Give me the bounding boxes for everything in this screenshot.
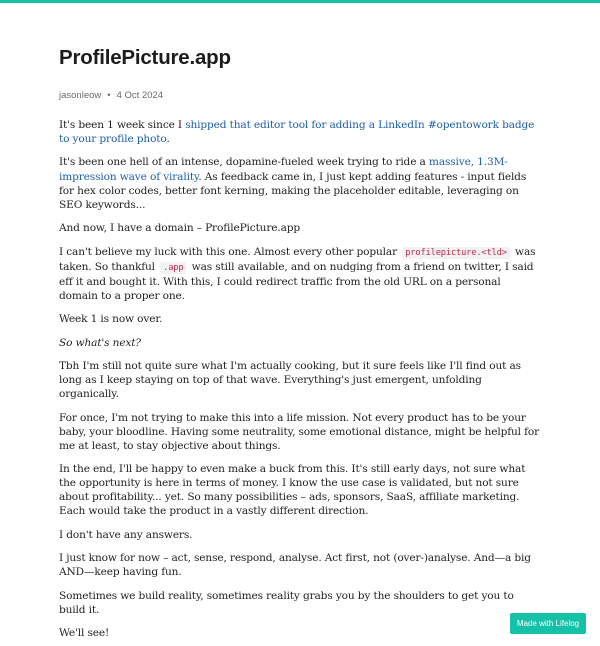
meta-separator: •	[107, 90, 111, 101]
post-meta	[59, 89, 539, 103]
paragraph-9: In the end, I'll be happy to even make a buck from this. It's still early days, not sure what the opportunity is here in terms of money. I know the use case is validated, but not sure about profitability... yet. So many possibilities – ads, sponsors, SaaS, affiliate marketing. Each would take the product in a vastly different direction.	[59, 463, 526, 518]
paragraph-13: We'll see!	[59, 627, 110, 640]
inline-code-app: .app	[160, 262, 186, 274]
paragraph-3: And now, I have a domain – ProfilePicture.app	[59, 222, 301, 235]
paragraph-6	[59, 336, 539, 350]
paragraph-10: I don't have any answers.	[59, 528, 193, 541]
inline-code-tld: profilepicture.<tld>	[402, 247, 510, 259]
paragraph-8: For once, I'm not trying to make this into a life mission. Not every product has to be your baby, your bloodline. Having some neutrality, some emotional distance, might be helpful for me at least, to stay objective about things.	[59, 411, 540, 452]
paragraph-12: Sometimes we build reality, sometimes reality grabs you by the shoulders to get you to build it.	[59, 589, 514, 616]
top-accent-bar	[0, 0, 600, 3]
editor-tool-link[interactable]: shipped that editor tool for adding a LinkedIn #opentowork badge to your profile photo	[59, 119, 535, 146]
author-link[interactable]: jasonleow	[59, 90, 102, 101]
subheading-italic: So what's next?	[59, 336, 141, 349]
paragraph-1: It's been 1 week since I shipped that editor tool for adding a LinkedIn #opentowork badge to your profile photo.	[59, 119, 535, 146]
virality-link[interactable]: massive, 1.3M-impression wave of virality	[59, 156, 508, 183]
post-title: ProfilePicture.app	[59, 46, 231, 69]
paragraph-11: I just know for now – act, sense, respond, analyse. Act first, not (over-)analyse. And—a big AND—keep having fun.	[59, 552, 531, 579]
paragraph-5: Week 1 is now over.	[59, 313, 163, 326]
paragraph-4: I can't believe my luck with this one. Almost every other popular profilepicture.<tld> was taken. So thankful .app was still available, and on nudging from a friend on twitter, I said eff it and bought it. With this, I could redirect traffic from the old URL on a personal domain to a proper one.	[59, 245, 536, 302]
paragraph-2: It's been one hell of an intense, dopamine-fueled week trying to ride a massive, 1.3M-impression wave of virality. As feedback came in, I just kept adding features - input fields for hex color codes, better font kerning, making the placeholder editable, leveraging on SEO keywords...	[59, 156, 527, 211]
post-body	[59, 118, 539, 640]
post-date: 4 Oct 2024	[116, 90, 164, 101]
made-with-lifelog-button[interactable]: Made with Lifelog	[510, 613, 586, 634]
paragraph-7: Tbh I'm still not quite sure what I'm actually cooking, but it sure feels like I'll find out as long as I keep staying on top of that wave. Everything's just emergent, unfolding organically.	[59, 360, 521, 401]
blog-post	[59, 44, 539, 646]
